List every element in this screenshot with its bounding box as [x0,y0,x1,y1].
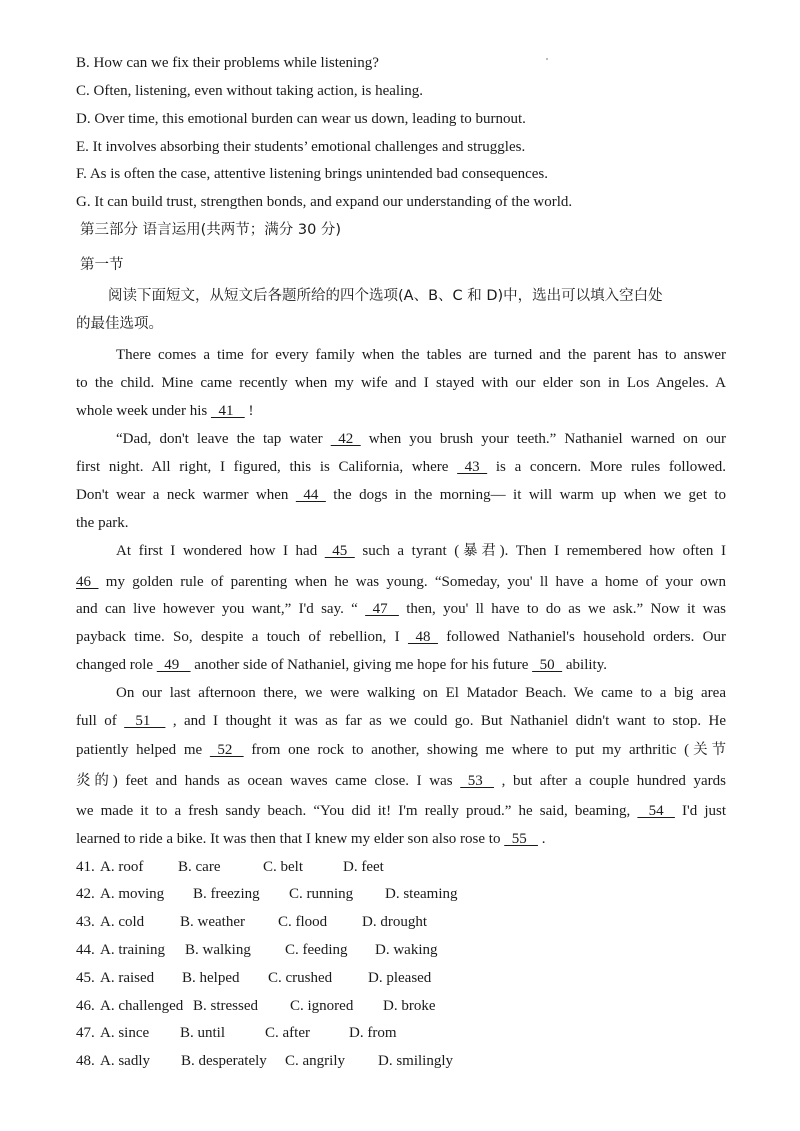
choice-a: A. sadly [100,1053,150,1069]
text: first night. All right, I figured, this is California, where [76,459,458,475]
text: 关节 [689,742,727,758]
choice-b: B. care [178,859,221,875]
blank-51: 51 [124,713,166,729]
option-d: D. Over time, this emotional burden can wear us down, leading to burnout. [76,111,526,127]
choice-c: C. ignored [290,998,354,1014]
question-number: 44. [76,942,95,958]
text: . [537,831,546,847]
passage-line [76,771,726,791]
choice-a: A. challenged [100,998,184,1014]
option-f: F. As is often the case, attentive listening brings unintended bad consequences. [76,166,549,182]
option-c: C. Often, listening, even without taking action, is healing. [76,83,424,99]
choice-a: A. roof [100,859,144,875]
choice-a: A. since [100,1025,150,1041]
choice-c: C. running [289,886,354,902]
text: such a tyrant ( [354,543,460,559]
text: followed Nathaniel's household orders. Our [437,629,726,645]
option-e: E. It involves absorbing their students’ emotional challenges and struggles. [76,139,526,155]
choice-c: C. angrily [285,1053,345,1069]
blank-45: 45 [324,543,355,559]
blank-44: 44 [295,487,326,503]
choice-a: A. moving [100,886,165,902]
passage-line: the park. [76,515,129,531]
option-b: B. How can we fix their problems while listening? [76,55,379,71]
text: from one rock to another, showing me where to put my arthritic ( [243,742,690,758]
text: Don't wear a neck warmer when [76,487,296,503]
text: I'd just [674,803,726,819]
choice-b: B. desperately [181,1053,267,1069]
choice-d: D. feet [343,859,384,875]
text: the dogs in the morning— it will warm up when we get to [325,487,727,503]
text: when you brush your teeth.” Nathaniel warned on our [360,431,727,447]
text: 暴君 [459,543,500,559]
text: ). Then I remembered how often I [499,543,726,559]
text: changed role [76,657,157,673]
text: , but after a couple hundred yards [493,773,726,789]
passage-line [76,457,726,477]
text: “Dad, don't leave the tap water [116,431,331,447]
blank-52: 52 [209,742,244,758]
passage-line: to the child. Mine came recently when my wife and I stayed with our elder son in Los Angeles. A [76,375,726,391]
passage-line [76,627,726,647]
text: , and I thought it was as far as we could go. But Nathaniel didn't want to stop. He [165,713,726,729]
choice-b: B. helped [182,970,240,986]
text: patiently helped me [76,742,210,758]
passage-line [76,740,726,760]
choice-c: C. flood [278,914,328,930]
choice-c: C. after [265,1025,310,1041]
text: ) feet and hands as ocean waves came close. I was [112,773,461,789]
blank-42: 42 [330,431,361,447]
choice-d: D. waking [375,942,438,958]
option-g: G. It can build trust, strengthen bonds, and expand our understanding of the world. [76,194,573,210]
choice-b: B. walking [185,942,251,958]
choice-b: B. stressed [193,998,258,1014]
passage-line [76,711,726,731]
question-number: 47. [76,1025,95,1041]
passage-line [76,401,726,421]
blank-55: 55 [504,831,538,847]
text: payback time. So, despite a touch of rebellion, I [76,629,408,645]
text: we made it to a fresh sandy beach. “You did it! I'm really proud.” he said, beaming, [76,803,638,819]
choice-d: D. drought [362,914,427,930]
blank-41: 41 [210,403,245,419]
choice-d: D. smilingly [378,1053,454,1069]
question-number: 48. [76,1053,95,1069]
passage-line [76,599,726,619]
choice-b: B. freezing [193,886,260,902]
passage-line [76,485,726,505]
blank-50: 50 [532,657,563,673]
choice-a: A. cold [100,914,145,930]
question-number: 46. [76,998,95,1014]
blank-53: 53 [460,773,494,789]
text: whole week under his [76,403,211,419]
choice-d: D. from [349,1025,397,1041]
passage-line [76,572,726,592]
passage-line: On our last afternoon there, we were walking on El Matador Beach. We came to a big area [116,685,726,701]
choice-b: B. until [180,1025,226,1041]
text: 炎的 [76,773,113,789]
passage-line [76,655,726,675]
text: ! [244,403,254,419]
question-number: 41. [76,859,95,875]
passage-line [76,801,726,821]
section1-heading: 第一节 [80,257,124,273]
text: then, you' ll have to do as we ask.” Now it was [398,601,726,617]
passage-line [76,829,726,849]
choice-c: C. crushed [268,970,333,986]
choice-a: A. training [100,942,165,958]
instruction-line-1: 阅读下面短文，从短文后各题所给的四个选项(A、B、C 和 D)中，选出可以填入空白处 [108,288,663,304]
question-number: 45. [76,970,95,986]
choice-d: D. pleased [368,970,432,986]
text: At first I wondered how I had [116,543,325,559]
blank-48: 48 [407,629,438,645]
part3-heading: 第三部分 语言运用(共两节；满分 30 分) [80,222,342,238]
text: ability. [562,657,607,673]
choice-c: C. belt [263,859,303,875]
blank-43: 43 [457,459,488,475]
instruction-line-2: 的最佳选项。 [76,316,163,332]
choice-c: C. feeding [285,942,348,958]
text: and can live however you want,” I'd say. “ [76,601,366,617]
text: another side of Nathaniel, giving me hope for his future [190,657,533,673]
passage-line: There comes a time for every family when the tables are turned and the parent has to answer [116,347,726,363]
passage-line [116,429,726,449]
text: learned to ride a bike. It was then that I knew my elder son also rose to [76,831,505,847]
text: full of [76,713,125,729]
passage-line [116,541,726,561]
text: my golden rule of parenting when he was young. “Someday, you' ll have a home of your own [98,574,726,590]
question-number: 43. [76,914,95,930]
text: is a concern. More rules followed. [487,459,726,475]
blank-49: 49 [156,657,191,673]
question-number: 42. [76,886,95,902]
choice-d: D. steaming [385,886,458,902]
blank-54: 54 [637,803,675,819]
blank-47: 47 [365,601,399,617]
choice-b: B. weather [180,914,245,930]
choice-d: D. broke [383,998,436,1014]
blank-46: 46 [76,574,99,590]
choice-a: A. raised [100,970,155,986]
